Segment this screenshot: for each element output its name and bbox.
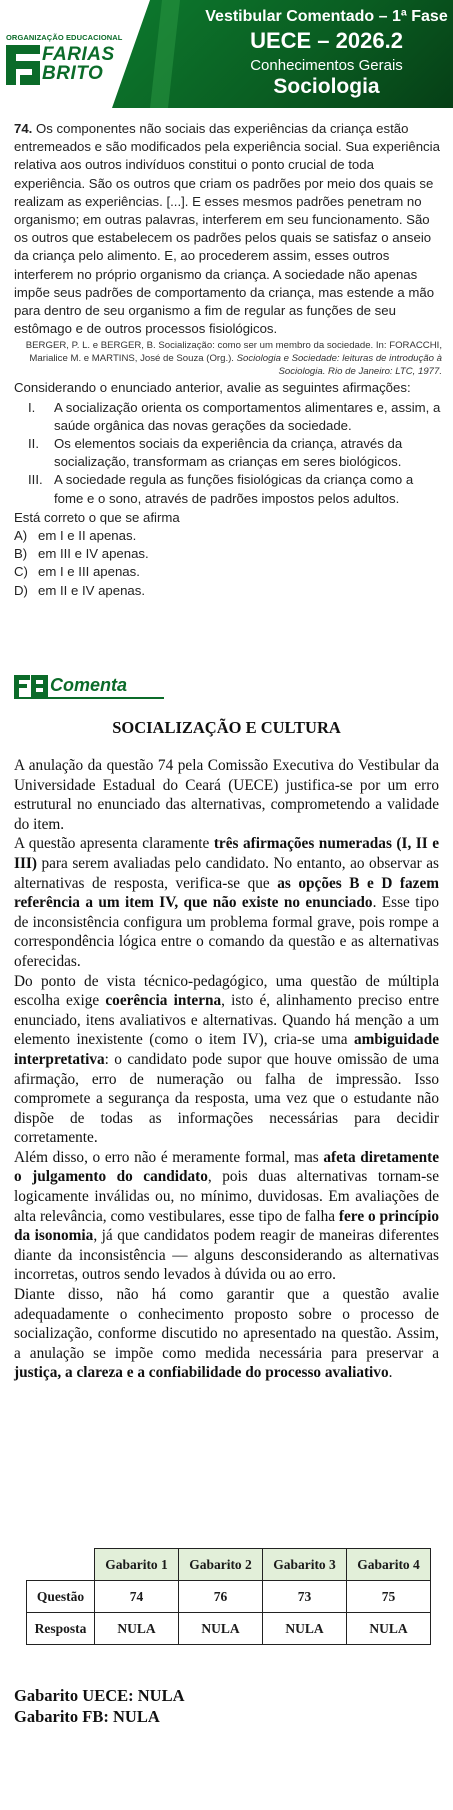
- question-block: [14, 120, 442, 600]
- text-run: , pois duas alternativas tornam-se logicamente inválidas ou, no mínimo, duvidosas. Em avaliações de alta relevância, como vestibulares, esse tipo de falha: [14, 1168, 439, 1225]
- question-prompt: Considerando o enunciado anterior, avalie as seguintes afirmações:: [14, 380, 411, 396]
- text-run: .: [388, 1364, 393, 1382]
- option-letter: D): [14, 582, 28, 598]
- table-cell: NULA: [179, 1613, 263, 1645]
- table-cell: 75: [347, 1581, 431, 1613]
- header-exam-area: Conhecimentos Gerais: [250, 57, 403, 74]
- text-run: Além disso, o erro não é meramente formal, mas: [14, 1148, 324, 1166]
- bold-run: justiça, a clareza e a confiabilidade do processo avaliativo: [14, 1364, 389, 1382]
- text-run: para serem avaliadas pelo candidato. No entanto, ao observar as alternativas de resposta, verifica-se que: [14, 854, 439, 892]
- table-cell: NULA: [347, 1613, 431, 1645]
- comment-paragraph: [14, 1148, 439, 1285]
- answer-option: [14, 545, 442, 563]
- bold-run: as opções B e D fazem referência a um item IV, que não existe no enunciado: [14, 874, 439, 912]
- question-text: [14, 120, 442, 338]
- text-run: Diante disso, não há como garantir que a questão avalie adequadamente o conhecimento proposto sobre o processo de socialização, conforme discutido no apresentado na questão. Assim, a anulação se impõe como medida necessária para preservar a: [14, 1286, 439, 1362]
- table-cell: 73: [263, 1581, 347, 1613]
- text-run: A questão apresenta claramente: [14, 835, 214, 853]
- table-cell: NULA: [263, 1613, 347, 1645]
- text-run: , isto é, alinhamento preciso entre enunciado, itens avaliativos e alternativas. Quando há menção a um elemento inexistente (como o item IV), cria-se uma: [14, 992, 439, 1049]
- comenta-label: Comenta: [50, 675, 128, 695]
- table-row-label: Questão: [27, 1581, 95, 1613]
- comment-paragraph: [14, 1285, 439, 1383]
- question-number: 74.: [14, 121, 33, 136]
- bold-run: ambiguidade interpretativa: [14, 1031, 439, 1068]
- comment-paragraph: [14, 834, 439, 971]
- statement-item: [14, 399, 442, 435]
- statement-text: A socialização orienta os comportamentos alimentares e, assim, a saúde orgânica das novas gerações da sociedade.: [54, 399, 441, 433]
- source-title: Sociologia e Sociedade: [236, 353, 337, 365]
- question-body: Os componentes não sociais das experiências da criança estão entremeados e são modificados pela experiência social. Sua experiência relativa aos outros indivíduos constitui o ponto crucial de toda experiência. São os outros que criam os padrões por meio dos quais se realizam as experiências. [...]. E esses mesmos padrões penetram no organismo; em outras palavras, interferem em seu funcionamento. São os outros que estabelecem os padrões pelos quais se satisfaz o anseio da criança pelo alimento. E, ao procederem assim, esses outros interferem no próprio organismo da criança. A sociedade não apenas impõe seus padrões de comportamento da criança, mas estende a mão para dentro de seu organismo a fim de regular as funções de seu estômago e de outros processos fisiológicos.: [14, 121, 440, 337]
- statement-text: Os elementos sociais da experiência da criança, através da socialização, transformam as crianças em seres biológicos.: [54, 436, 403, 470]
- comment-paragraph: [14, 972, 439, 1148]
- source-part1: BERGER, P. L. e BERGER, B. Socialização: como ser um membro da sociedade. In: FORACCHI, Marialice M. e MARTINS, José de Souza (Org.).: [25, 340, 442, 365]
- option-text: em III e IV apenas.: [38, 546, 149, 562]
- answer-option: [14, 582, 442, 600]
- table-cell: 76: [179, 1581, 263, 1613]
- table-row: [27, 1581, 431, 1613]
- table-row-label: Resposta: [27, 1613, 95, 1645]
- statement-number: III.: [28, 472, 43, 488]
- comment-paragraph: A anulação da questão 74 pela Comissão Executiva do Vestibular da Universidade Estadual do Ceará (UECE) justifica-se por um erro estrutural no enunciado das alternativas, comprometendo a validade do item.: [14, 757, 439, 833]
- header-exam-title: Vestibular Comentado – 1ª Fase: [205, 8, 448, 25]
- comenta-underline: [14, 697, 164, 699]
- option-text: em I e III apenas.: [38, 564, 140, 580]
- final-answer-uece: Gabarito UECE: NULA: [14, 1686, 185, 1705]
- source-part2: : leituras de introdução à Sociologia. Rio de Janeiro: LTC, 1977.: [278, 353, 442, 378]
- statement-text: A sociedade regula as funções fisiológicas da criança como a fome e o sono, através de padrões impostos pelos adultos.: [54, 472, 414, 506]
- question-ask: Está correto o que se afirma: [14, 509, 180, 525]
- logo-word-farias: FARIAS: [42, 44, 115, 65]
- option-letter: A): [14, 528, 28, 544]
- option-letter: B): [14, 546, 28, 562]
- table-row: [27, 1613, 431, 1645]
- table-header-cell: Gabarito 1: [95, 1549, 179, 1581]
- table-cell: NULA: [95, 1613, 179, 1645]
- text-run: : o candidato pode supor que houve omissão de uma afirmação, erro de numeração ou falha de impressão. Isso compromete a segurança da resposta, uma vez que o estudante não dispõe de todas as informações necessárias para decidir corretamente.: [14, 1050, 439, 1147]
- text-run: . Esse tipo de inconsistência configura um problema formal grave, pois rompe a correspondência lógica entre o comando da questão e as alternativas oferecidas.: [14, 894, 440, 970]
- logo-word-brito: BRITO: [42, 63, 104, 84]
- org-label: ORGANIZAÇÃO EDUCACIONAL: [6, 33, 123, 42]
- statement-number: II.: [28, 436, 39, 452]
- table-corner: [27, 1549, 95, 1581]
- table-header-row: [27, 1549, 431, 1581]
- statement-number: I.: [28, 399, 36, 415]
- table-header-cell: Gabarito 3: [263, 1549, 347, 1581]
- answer-key-table: [26, 1548, 431, 1645]
- final-answer-fb: Gabarito FB: NULA: [14, 1707, 160, 1726]
- section-title: SOCIALIZAÇÃO E CULTURA: [112, 718, 341, 737]
- statement-item: [14, 471, 442, 507]
- option-text: em I e II apenas.: [38, 528, 137, 544]
- bold-run: fere o princípio da isonomia: [14, 1207, 440, 1245]
- statement-item: [14, 435, 442, 471]
- page-header: [0, 0, 453, 108]
- bold-run: três afirmações numeradas (I, II e III): [14, 835, 439, 872]
- statements-list: [14, 399, 442, 508]
- comenta-banner: [14, 675, 164, 699]
- option-text: em II e IV apenas.: [38, 582, 146, 598]
- table-cell: 74: [95, 1581, 179, 1613]
- bold-run: coerência interna: [105, 992, 222, 1010]
- question-source: [14, 339, 442, 378]
- answer-option: [14, 527, 442, 545]
- header-subject: Sociologia: [273, 75, 380, 98]
- bold-run: afeta diretamente o julgamento do candidato: [14, 1148, 439, 1186]
- text-run: Do ponto de vista técnico-pedagógico, uma questão de múltipla escolha exige: [14, 972, 439, 1010]
- header-exam-edition: UECE – 2026.2: [250, 28, 403, 53]
- option-letter: C): [14, 564, 28, 580]
- answer-option: [14, 563, 442, 581]
- fb-logo-icon: [14, 675, 50, 697]
- table-header-cell: Gabarito 4: [347, 1549, 431, 1581]
- comment-body: [14, 756, 439, 1383]
- text-run: , já que candidatos podem reagir de maneiras diferentes diante da inconsistência — alguns desconsiderando as alternativas incorretas, outros sendo levados à dúvida ou ao erro.: [14, 1227, 439, 1284]
- table-header-cell: Gabarito 2: [179, 1549, 263, 1581]
